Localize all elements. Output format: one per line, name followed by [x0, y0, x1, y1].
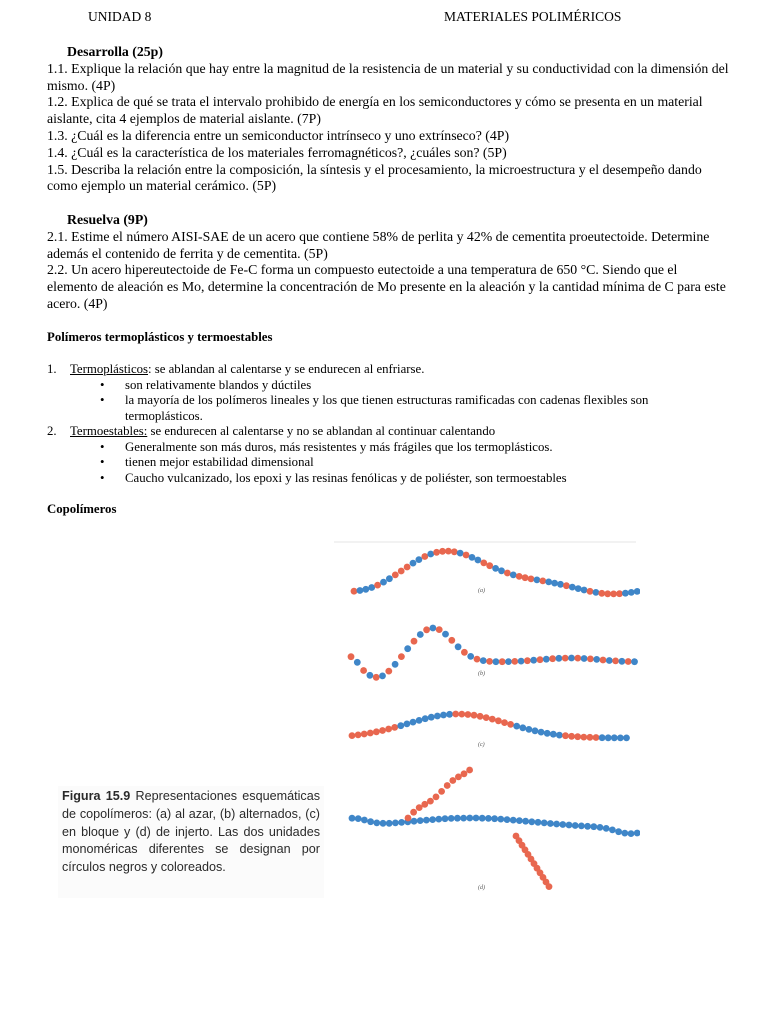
panel-label-d: (d)	[478, 885, 485, 891]
monomer-blue	[404, 645, 411, 652]
monomer-blue	[553, 821, 560, 828]
monomer-red	[451, 548, 458, 555]
monomer-blue	[621, 830, 628, 837]
monomer-blue	[457, 550, 464, 557]
monomer-blue	[603, 825, 610, 832]
monomer-blue	[467, 653, 474, 660]
monomer-red	[580, 734, 587, 741]
monomer-red	[574, 733, 581, 740]
monomer-blue	[416, 717, 423, 724]
monomer-blue	[430, 625, 437, 632]
bullet-item: • Generalmente son más duros, más resistentes y más frágiles que los termoplásticos.	[100, 439, 553, 454]
monomer-blue	[455, 643, 462, 650]
panel-label-c: (c)	[478, 742, 485, 748]
monomer-red	[373, 674, 380, 681]
monomer-blue	[597, 824, 604, 831]
monomer-blue	[357, 587, 364, 594]
monomer-blue	[628, 589, 635, 596]
figure-caption-text: Representaciones esquemáticas de copolímeros: (a) al azar, (b) alternados, (c) en bloque y (d) de injerto. Las dos unidades monoméricas diferentes se designan por círculos negros y coloreados.	[62, 789, 321, 875]
monomer-red	[539, 578, 546, 585]
monomer-blue	[434, 713, 441, 720]
monomer-red	[405, 815, 412, 822]
chain-random	[351, 548, 640, 598]
monomer-red	[524, 657, 531, 664]
monomer-blue	[479, 815, 486, 822]
monomer-red	[562, 732, 569, 739]
monomer-red	[398, 653, 405, 660]
monomer-blue	[504, 816, 511, 823]
chain-alternating	[348, 625, 638, 681]
monomer-red	[461, 770, 468, 777]
question-1-3: 1.3. ¿Cuál es la diferencia entre un semiconductor intrínseco y uno extrínseco? (4P)	[47, 127, 510, 143]
monomer-red	[610, 591, 617, 598]
monomer-red	[421, 553, 428, 560]
monomer-blue	[466, 815, 473, 822]
monomer-blue	[398, 819, 405, 826]
monomer-blue	[522, 818, 529, 825]
monomer-red	[574, 655, 581, 662]
monomer-blue	[559, 821, 566, 828]
monomer-blue	[593, 656, 600, 663]
monomer-blue	[513, 723, 520, 730]
monomer-blue	[386, 820, 393, 827]
monomer-red	[360, 667, 367, 674]
monomer-blue	[518, 658, 525, 665]
monomer-red	[404, 564, 411, 571]
monomer-blue	[545, 579, 552, 586]
monomer-blue	[498, 567, 505, 574]
monomer-blue	[584, 823, 591, 830]
monomer-red	[461, 649, 468, 656]
monomer-red	[504, 570, 511, 577]
section-copolymers-title: Copolímeros	[47, 502, 117, 516]
monomer-red	[466, 767, 473, 774]
bullet-item: • Caucho vulcanizado, los epoxi y las resinas fenólicas y de poliéster, son termoestables	[100, 470, 567, 485]
monomer-red	[411, 638, 418, 645]
monomer-blue	[446, 711, 453, 718]
monomer-blue	[485, 815, 492, 822]
monomer-blue	[417, 631, 424, 638]
term-thermosets: Termoestables:	[70, 424, 148, 438]
monomer-blue	[505, 658, 512, 665]
monomer-red	[448, 637, 455, 644]
monomer-blue	[581, 655, 588, 662]
monomer-red	[522, 574, 529, 581]
monomer-blue	[609, 827, 616, 834]
panel-label-b: (b)	[478, 671, 485, 677]
monomer-blue	[622, 590, 629, 597]
monomer-red	[385, 668, 392, 675]
monomer-blue	[628, 830, 635, 837]
monomer-blue	[538, 729, 545, 736]
question-1-5: 1.5. Describa la relación entre la composición, la síntesis y el procesamiento, la microestructura y el desempeño dando como ejemplo un material cerámico. (5P)	[47, 161, 702, 194]
bullet-icon: •	[100, 470, 105, 485]
monomer-blue	[349, 815, 356, 822]
monomer-red	[439, 548, 446, 555]
monomer-red	[600, 657, 607, 664]
definition-thermosets: se endurecen al calentarse y no se ablandan al continuar calentando	[147, 424, 496, 438]
monomer-blue	[623, 735, 630, 742]
monomer-blue	[551, 580, 558, 587]
monomer-blue	[615, 828, 622, 835]
section-solve	[47, 212, 731, 313]
monomer-red	[474, 656, 481, 663]
monomer-blue	[454, 815, 461, 822]
monomer-blue	[354, 659, 361, 666]
monomer-blue	[423, 817, 430, 824]
bullet-item: • son relativamente blandos y dúctiles	[100, 377, 312, 392]
monomer-blue	[572, 822, 579, 829]
monomer-blue	[544, 730, 551, 737]
monomer-blue	[362, 586, 369, 593]
monomer-blue	[593, 589, 600, 596]
monomer-red	[361, 731, 368, 738]
monomer-blue	[429, 816, 436, 823]
monomer-blue	[410, 719, 417, 726]
monomer-red	[427, 798, 434, 805]
monomer-blue	[404, 721, 411, 728]
monomer-blue	[380, 820, 387, 827]
monomer-blue	[532, 727, 539, 734]
monomer-blue	[355, 815, 362, 822]
section-solve-title: Resuelva (9P)	[67, 212, 148, 227]
monomer-blue	[373, 820, 380, 827]
monomer-blue	[566, 822, 573, 829]
monomer-red	[348, 653, 355, 660]
monomer-blue	[367, 818, 374, 825]
monomer-red	[587, 656, 594, 663]
monomer-red	[423, 626, 430, 633]
monomer-red	[465, 711, 472, 718]
monomer-blue	[556, 732, 563, 739]
monomer-blue	[442, 815, 449, 822]
monomer-blue	[568, 655, 575, 662]
monomer-blue	[605, 734, 612, 741]
monomer-red	[480, 560, 487, 567]
monomer-blue	[427, 551, 434, 558]
monomer-blue	[497, 816, 504, 823]
monomer-red	[598, 590, 605, 597]
monomer-red	[625, 658, 632, 665]
monomer-red	[374, 582, 381, 589]
monomer-blue	[491, 815, 498, 822]
monomer-blue	[435, 816, 442, 823]
monomer-blue	[634, 830, 640, 837]
monomer-blue	[493, 658, 500, 665]
monomer-blue	[634, 588, 640, 595]
monomer-red	[495, 717, 502, 724]
monomer-red	[486, 658, 493, 665]
monomer-blue	[611, 734, 618, 741]
figure-label: Figura 15.9	[62, 789, 131, 803]
monomer-red	[507, 721, 514, 728]
monomer-red	[587, 588, 594, 595]
header-topic: MATERIALES POLIMÉRICOS	[444, 9, 622, 24]
monomer-blue	[617, 735, 624, 742]
monomer-red	[449, 777, 456, 784]
question-1-2: 1.2. Explica de qué se trata el intervalo prohibido de energía en los semiconductores y cómo se presenta en un material aislante, cita 4 ejemplos de material aislante. (7P)	[47, 94, 703, 127]
monomer-blue	[410, 560, 417, 567]
monomer-red	[373, 728, 380, 735]
monomer-red	[516, 573, 523, 580]
monomer-red	[568, 733, 575, 740]
monomer-red	[562, 655, 569, 662]
monomer-blue	[473, 815, 480, 822]
monomer-red	[351, 588, 358, 595]
monomer-red	[616, 590, 623, 597]
monomer-red	[398, 568, 405, 575]
definition-thermoplastics: : se ablandan al calentarse y se endurecen al enfriarse.	[148, 362, 425, 376]
bullet-item: • tienen mejor estabilidad dimensional	[100, 455, 314, 469]
monomer-blue	[534, 577, 541, 584]
monomer-red	[385, 726, 392, 733]
monomer-red	[486, 562, 493, 569]
bullet-item: • la mayoría de los polímeros lineales y los que tienen estructuras ramificadas con cadenas flexibles son termoplásticos.	[100, 393, 649, 423]
monomer-red	[511, 658, 518, 665]
monomer-red	[433, 549, 440, 556]
monomer-blue	[386, 575, 393, 582]
monomer-blue	[379, 673, 386, 680]
header-unit: UNIDAD 8	[88, 9, 152, 24]
monomer-blue	[590, 823, 597, 830]
bullet-icon: •	[100, 393, 105, 407]
copolymer-figure	[330, 536, 640, 896]
question-1-4: 1.4. ¿Cuál es la característica de los materiales ferromagnéticos?, ¿cuáles son? (5P)	[47, 144, 507, 160]
monomer-red	[445, 548, 452, 555]
monomer-blue	[440, 712, 447, 719]
monomer-blue	[475, 557, 482, 564]
monomer-blue	[448, 815, 455, 822]
monomer-blue	[599, 734, 606, 741]
list-number: 1.	[47, 362, 57, 376]
monomer-red	[458, 711, 465, 718]
section-polymers-title: Polímeros termoplásticos y termoestables	[47, 330, 273, 344]
monomer-blue	[541, 820, 548, 827]
monomer-blue	[550, 731, 557, 738]
monomer-red	[499, 658, 506, 665]
monomer-blue	[416, 556, 423, 563]
monomer-red	[549, 655, 556, 662]
monomer-red	[537, 656, 544, 663]
monomer-red	[355, 732, 362, 739]
monomer-red	[463, 552, 470, 559]
monomer-blue	[428, 714, 435, 721]
monomer-blue	[581, 587, 588, 594]
monomer-blue	[469, 554, 476, 561]
chain-block	[349, 711, 630, 742]
monomer-blue	[411, 818, 418, 825]
monomer-red	[587, 734, 594, 741]
monomer-blue	[397, 722, 404, 729]
term-thermoplastics: Termoplásticos	[70, 362, 148, 376]
monomer-blue	[547, 820, 554, 827]
monomer-blue	[556, 655, 563, 662]
bullet-icon: •	[100, 439, 105, 454]
monomer-red	[483, 714, 490, 721]
monomer-red	[593, 734, 600, 741]
monomer-blue	[480, 657, 487, 664]
monomer-blue	[516, 817, 523, 824]
monomer-blue	[368, 584, 375, 591]
monomer-blue	[442, 631, 449, 638]
list-item-thermoplastics	[47, 362, 727, 378]
monomer-blue	[578, 823, 585, 830]
figure-caption	[58, 786, 324, 898]
monomer-blue	[528, 818, 535, 825]
monomer-red	[392, 572, 399, 579]
monomer-red	[379, 727, 386, 734]
monomer-blue	[460, 815, 467, 822]
monomer-blue	[631, 658, 638, 665]
monomer-blue	[519, 724, 526, 731]
monomer-blue	[606, 657, 613, 664]
monomer-blue	[619, 658, 626, 665]
monomer-blue	[510, 817, 517, 824]
monomer-blue	[543, 656, 550, 663]
monomer-red	[546, 883, 553, 890]
monomer-red	[391, 724, 398, 731]
list-number: 2.	[47, 424, 57, 438]
monomer-blue	[569, 584, 576, 591]
monomer-blue	[557, 581, 564, 588]
monomer-red	[501, 719, 508, 726]
monomer-red	[410, 809, 417, 816]
monomer-blue	[510, 572, 517, 579]
polymer-types-list	[47, 362, 727, 486]
monomer-blue	[422, 715, 429, 722]
monomer-red	[367, 730, 374, 737]
monomer-blue	[392, 661, 399, 668]
monomer-red	[444, 782, 451, 789]
monomer-red	[452, 711, 459, 718]
monomer-red	[349, 732, 356, 739]
monomer-blue	[367, 672, 374, 679]
monomer-red	[438, 788, 445, 795]
section-develop	[47, 44, 731, 195]
monomer-red	[489, 716, 496, 723]
monomer-blue	[392, 820, 399, 827]
monomer-red	[433, 794, 440, 801]
monomer-red	[612, 658, 619, 665]
section-develop-title: Desarrolla (25p)	[67, 44, 163, 59]
problem-2-1: 2.1. Estime el número AISI-SAE de un acero que contiene 58% de perlita y 42% de cementita proeutectoide. Determine además el contenido de ferrita y de cementita. (5P)	[47, 228, 710, 261]
monomer-red	[563, 582, 570, 589]
monomer-blue	[530, 657, 537, 664]
panel-label-a: (a)	[478, 588, 485, 594]
problem-2-2: 2.2. Un acero hipereutectoide de Fe-C forma un compuesto eutectoide a una temperatura de 650 °C. Siendo que el elemento de aleación es Mo, determine la concentración de Mo presente en la aleación y la cantidad mínima de C para este acero. (4P)	[47, 262, 726, 311]
monomer-red	[604, 590, 611, 597]
monomer-blue	[575, 585, 582, 592]
monomer-blue	[417, 817, 424, 824]
monomer-blue	[361, 817, 368, 824]
monomer-blue	[526, 726, 533, 733]
monomer-red	[477, 713, 484, 720]
monomer-red	[471, 712, 478, 719]
monomer-red	[528, 576, 535, 583]
monomer-blue	[380, 579, 387, 586]
monomer-blue	[492, 565, 499, 572]
monomer-red	[436, 626, 443, 633]
chain-graft	[349, 767, 640, 890]
list-item-thermosets	[47, 424, 727, 440]
bullet-icon: •	[100, 377, 105, 392]
question-1-1: 1.1. Explique la relación que hay entre la magnitud de la resistencia de un material y su conductividad con la dimensión del mismo. (4P)	[47, 60, 729, 93]
monomer-blue	[535, 819, 542, 826]
bullet-icon: •	[100, 455, 105, 469]
